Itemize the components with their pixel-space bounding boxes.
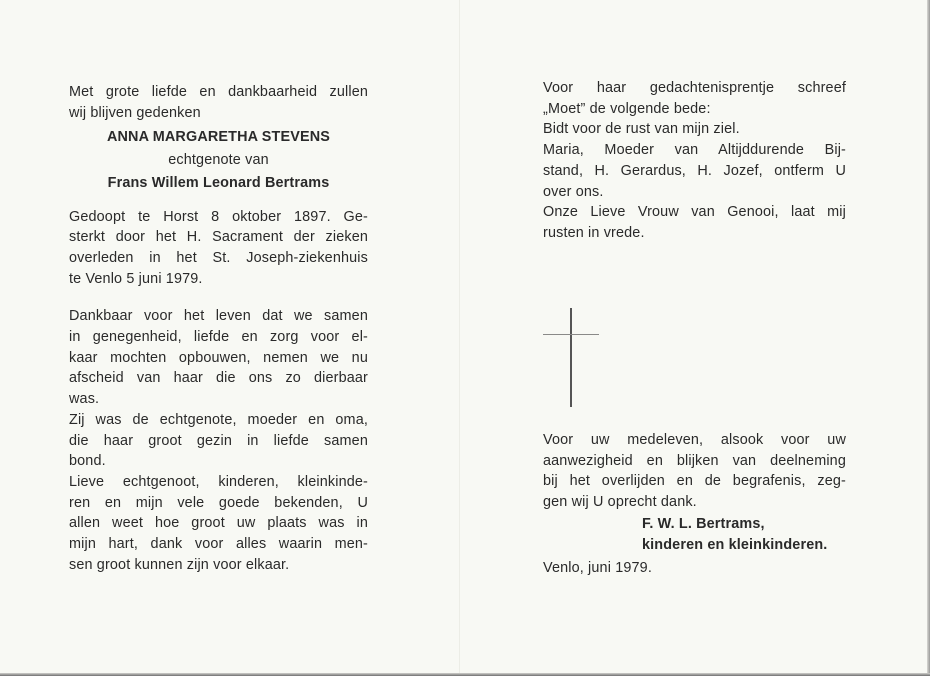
text-line: Onze Lieve Vrouw van Genooi, laat mij bbox=[543, 204, 846, 221]
bio-paragraph bbox=[69, 207, 368, 290]
tribute-paragraph bbox=[69, 410, 368, 472]
text-line: rusten in vrede. bbox=[543, 224, 645, 241]
text-line: sterkt door het H. Sacrament der zieken bbox=[69, 229, 368, 246]
left-page bbox=[69, 82, 368, 575]
prayer-intro-paragraph bbox=[543, 78, 846, 119]
signature-block bbox=[543, 514, 846, 555]
place-date: Venlo, juni 1979. bbox=[543, 560, 652, 577]
text-line: mijn hart, dank voor alles waarin men- bbox=[69, 536, 368, 553]
cross-vertical-bar bbox=[570, 308, 572, 407]
text-line: was. bbox=[69, 391, 100, 408]
signature-line: F. W. L. Bertrams, bbox=[642, 515, 765, 532]
text-line: Maria, Moeder van Altijddurende Bij- bbox=[543, 142, 846, 159]
text-line: afscheid van haar die ons zo dierbaar bbox=[69, 370, 368, 387]
cross-icon bbox=[543, 308, 599, 408]
text-line: bond. bbox=[69, 453, 106, 470]
farewell-paragraph bbox=[69, 472, 368, 576]
text-line: te Venlo 5 juni 1979. bbox=[69, 270, 203, 287]
text-line: in genegenheid, liefde en zorg voor el- bbox=[69, 329, 368, 346]
text-line: gen wij U oprecht dank. bbox=[543, 494, 697, 511]
text-line: Voor haar gedachtenisprentje schreef bbox=[543, 80, 846, 96]
text-line: Voor uw medeleven, alsook voor uw bbox=[543, 432, 846, 448]
text-line: overleden in het St. Joseph-ziekenhuis bbox=[69, 249, 368, 266]
text-line: bij het overlijden en de begrafenis, zeg- bbox=[543, 473, 846, 490]
text-line: wij blijven gedenken bbox=[69, 104, 201, 121]
text-line: Zij was de echtgenote, moeder en oma, bbox=[69, 411, 368, 428]
prayer-line: Bidt voor de rust van mijn ziel. bbox=[543, 121, 740, 138]
right-page bbox=[543, 78, 846, 244]
signature-line: kinderen en kleinkinderen. bbox=[642, 536, 828, 553]
text-line: kaar mochten opbouwen, nemen we nu bbox=[69, 349, 368, 366]
invocation-paragraph bbox=[543, 140, 846, 202]
text-line: allen weet hoe groot uw plaats was in bbox=[69, 515, 368, 532]
text-line: stand, H. Gerardus, H. Jozef, ontferm U bbox=[543, 162, 846, 179]
text-line: over ons. bbox=[543, 183, 604, 200]
thanks-section bbox=[543, 430, 846, 579]
text-line: Gedoopt te Horst 8 oktober 1897. Ge- bbox=[69, 208, 368, 225]
text-line: ren en mijn vele goede bekenden, U bbox=[69, 494, 368, 511]
text-line: Met grote liefde en dankbaarheid zullen bbox=[69, 84, 368, 100]
intro-paragraph bbox=[69, 82, 368, 123]
text-line: „Moet” de volgende bede: bbox=[543, 100, 711, 117]
text-line: Dankbaar voor het leven dat we samen bbox=[69, 308, 368, 325]
closing-prayer-paragraph bbox=[543, 202, 846, 243]
fold-line bbox=[459, 0, 460, 676]
thanks-paragraph bbox=[543, 430, 846, 513]
deceased-name: ANNA MARGARETHA STEVENS bbox=[106, 129, 331, 146]
text-line: die haar groot gezin in liefde samen bbox=[69, 432, 368, 449]
relation-text: echtgenote van bbox=[168, 152, 269, 169]
spouse-name: Frans Willem Leonard Bertrams bbox=[107, 174, 330, 191]
cross-horizontal-bar bbox=[543, 334, 599, 335]
text-line: Lieve echtgenoot, kinderen, kleinkinde- bbox=[69, 473, 368, 490]
text-line: aanwezigheid en blijken van deelneming bbox=[543, 452, 846, 469]
gratitude-paragraph bbox=[69, 306, 368, 410]
text-line: sen groot kunnen zijn voor elkaar. bbox=[69, 556, 290, 573]
